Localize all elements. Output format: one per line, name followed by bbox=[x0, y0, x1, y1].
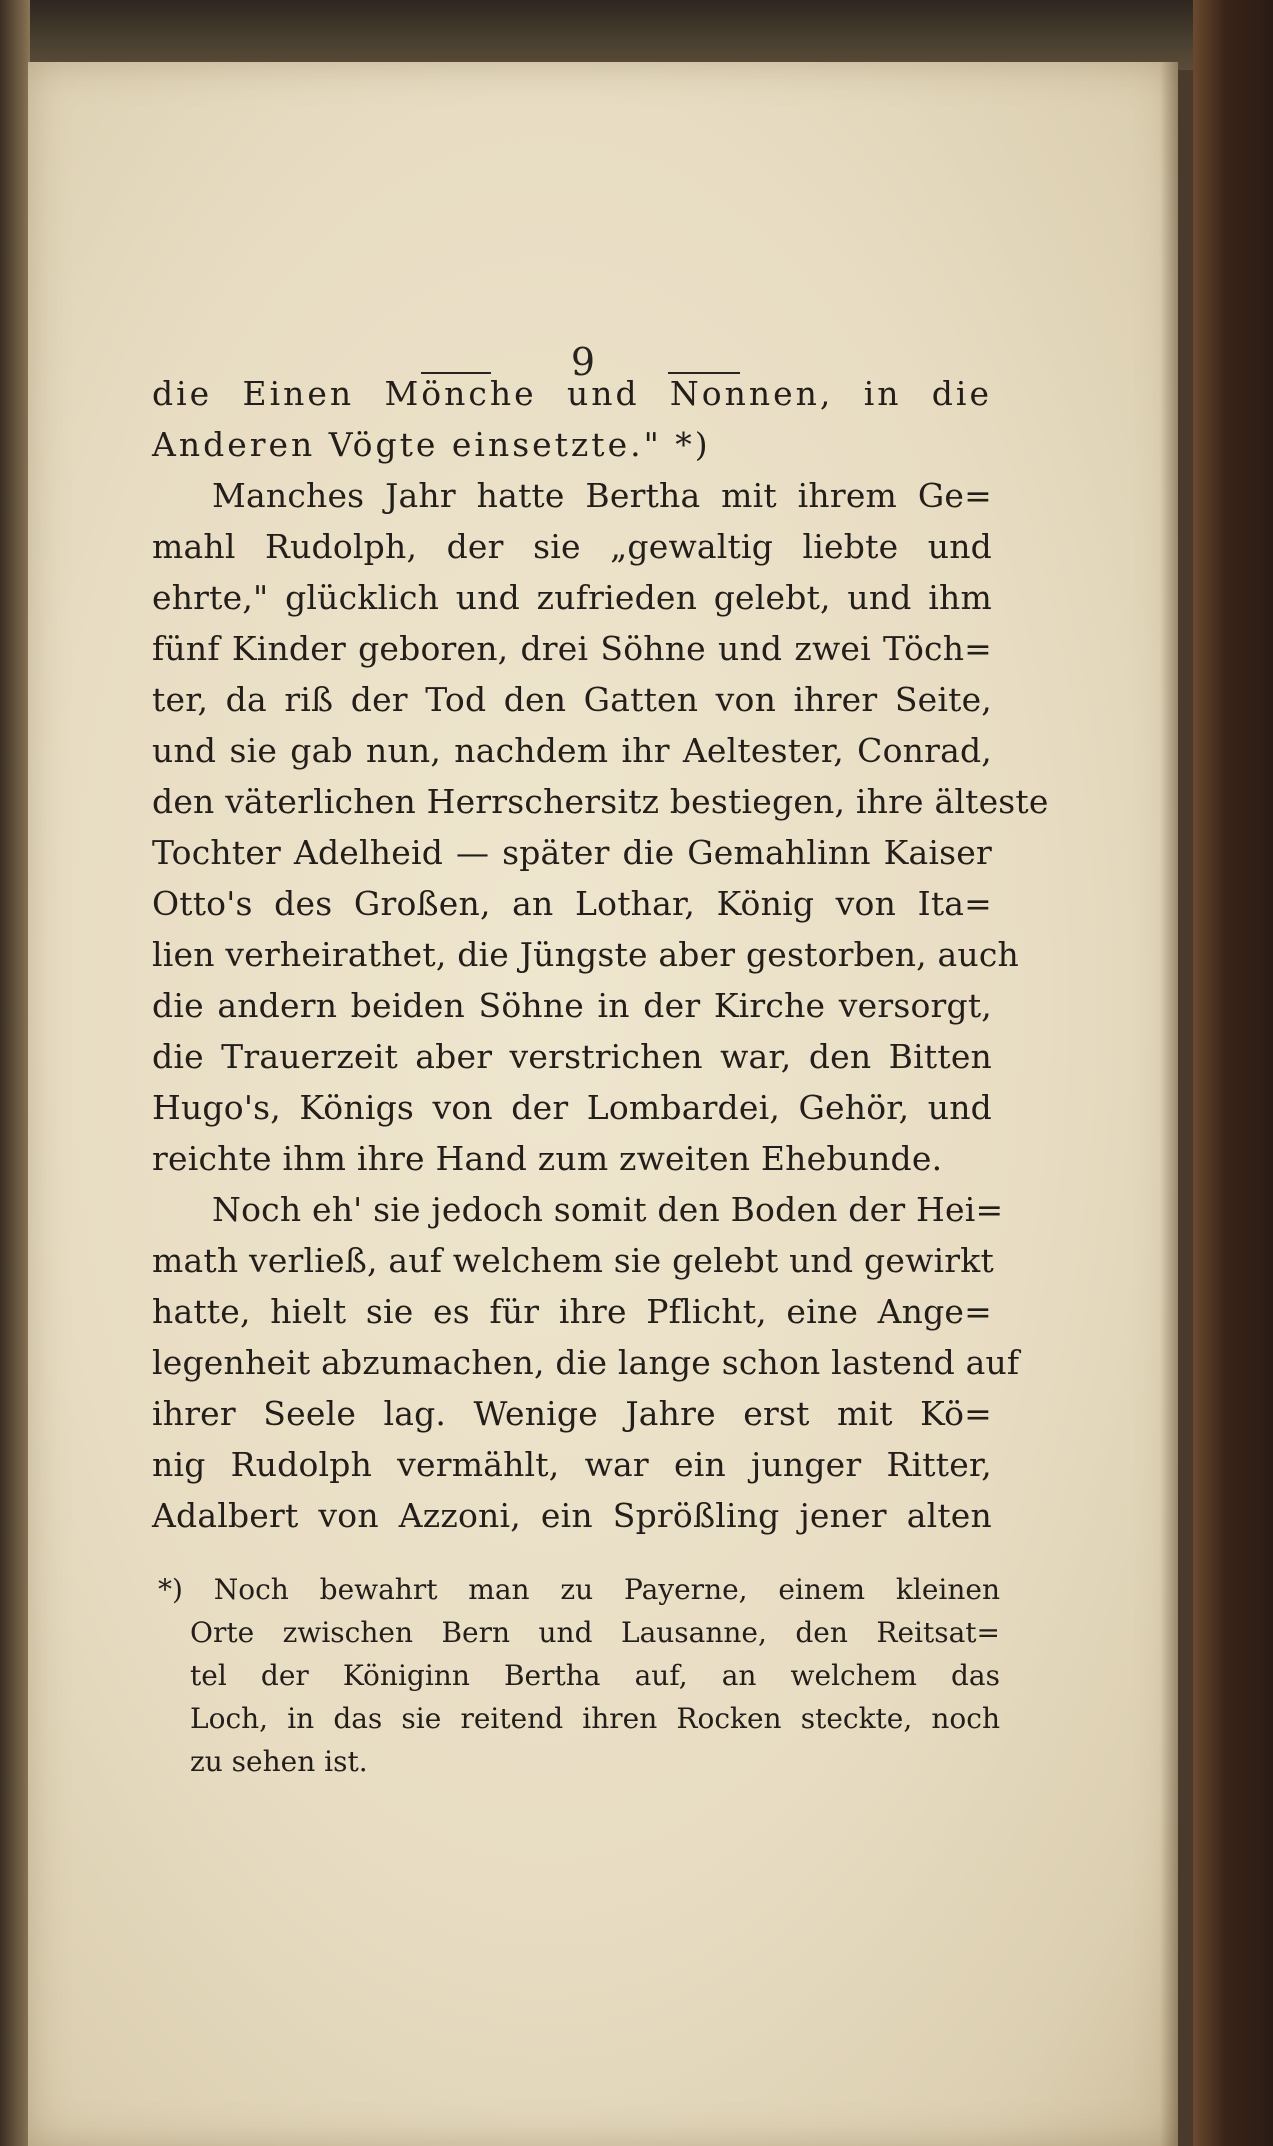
footnote-line: tel der Königinn Bertha auf, an welchem das bbox=[190, 1659, 1000, 1692]
text-line: Manches Jahr hatte Bertha mit ihrem Ge= bbox=[212, 476, 992, 515]
paragraph bbox=[152, 368, 992, 470]
book-binding-right bbox=[1193, 0, 1273, 2146]
text-line: und sie gab nun, nachdem ihr Aeltester, Conrad, bbox=[152, 731, 992, 770]
text-line: die Einen Mönche und Nonnen, in die bbox=[152, 374, 992, 413]
footnote-line: Orte zwischen Bern und Lausanne, den Reitsat= bbox=[190, 1616, 1000, 1649]
text-line: Adalbert von Azzoni, ein Sprößling jener alten bbox=[152, 1496, 992, 1535]
text-line: mahl Rudolph, der sie „gewaltig liebte und bbox=[152, 527, 992, 566]
text-line: math verließ, auf welchem sie gelebt und gewirkt bbox=[152, 1241, 994, 1280]
text-line: Anderen Vögte einsetzte." *) bbox=[152, 425, 711, 464]
paragraph bbox=[152, 1184, 1020, 1541]
text-line: die Trauerzeit aber verstrichen war, den Bitten bbox=[152, 1037, 992, 1076]
text-line: ihrer Seele lag. Wenige Jahre erst mit Kö= bbox=[152, 1394, 992, 1433]
text-line: reichte ihm ihre Hand zum zweiten Ehebunde. bbox=[152, 1139, 943, 1178]
paragraph bbox=[152, 470, 1049, 1184]
text-line: lien verheirathet, die Jüngste aber gestorben, auch bbox=[152, 935, 1020, 974]
footnote bbox=[158, 1568, 1000, 1783]
text-line: nig Rudolph vermählt, war ein junger Ritter, bbox=[152, 1445, 992, 1484]
footnote-line: zu sehen ist. bbox=[190, 1745, 368, 1778]
text-line: legenheit abzumachen, die lange schon lastend auf bbox=[152, 1343, 1020, 1382]
body-text bbox=[152, 368, 1049, 1541]
text-line: Otto's des Großen, an Lothar, König von Ita= bbox=[152, 884, 992, 923]
text-line: den väterlichen Herrschersitz bestiegen, ihre älteste bbox=[152, 782, 1049, 821]
text-line: Hugo's, Königs von der Lombardei, Gehör, und bbox=[152, 1088, 992, 1127]
text-line: fünf Kinder geboren, drei Söhne und zwei Töch= bbox=[152, 629, 992, 668]
text-line: Tochter Adelheid — später die Gemahlinn Kaiser bbox=[152, 833, 992, 872]
text-line: hatte, hielt sie es für ihre Pflicht, eine Ange= bbox=[152, 1292, 992, 1331]
page-number: 9 bbox=[570, 340, 596, 384]
text-line: die andern beiden Söhne in der Kirche versorgt, bbox=[152, 986, 992, 1025]
footnote-line: Loch, in das sie reitend ihren Rocken steckte, noch bbox=[190, 1702, 1000, 1735]
book-binding-left bbox=[0, 0, 30, 2146]
footnote-line: *) Noch bewahrt man zu Payerne, einem kleinen bbox=[158, 1573, 1000, 1606]
text-line: ehrte," glücklich und zufrieden gelebt, und ihm bbox=[152, 578, 992, 617]
text-line: Noch eh' sie jedoch somit den Boden der Hei= bbox=[212, 1190, 1004, 1229]
text-line: ter, da riß der Tod den Gatten von ihrer Seite, bbox=[152, 680, 992, 719]
book-binding-top bbox=[0, 0, 1273, 70]
